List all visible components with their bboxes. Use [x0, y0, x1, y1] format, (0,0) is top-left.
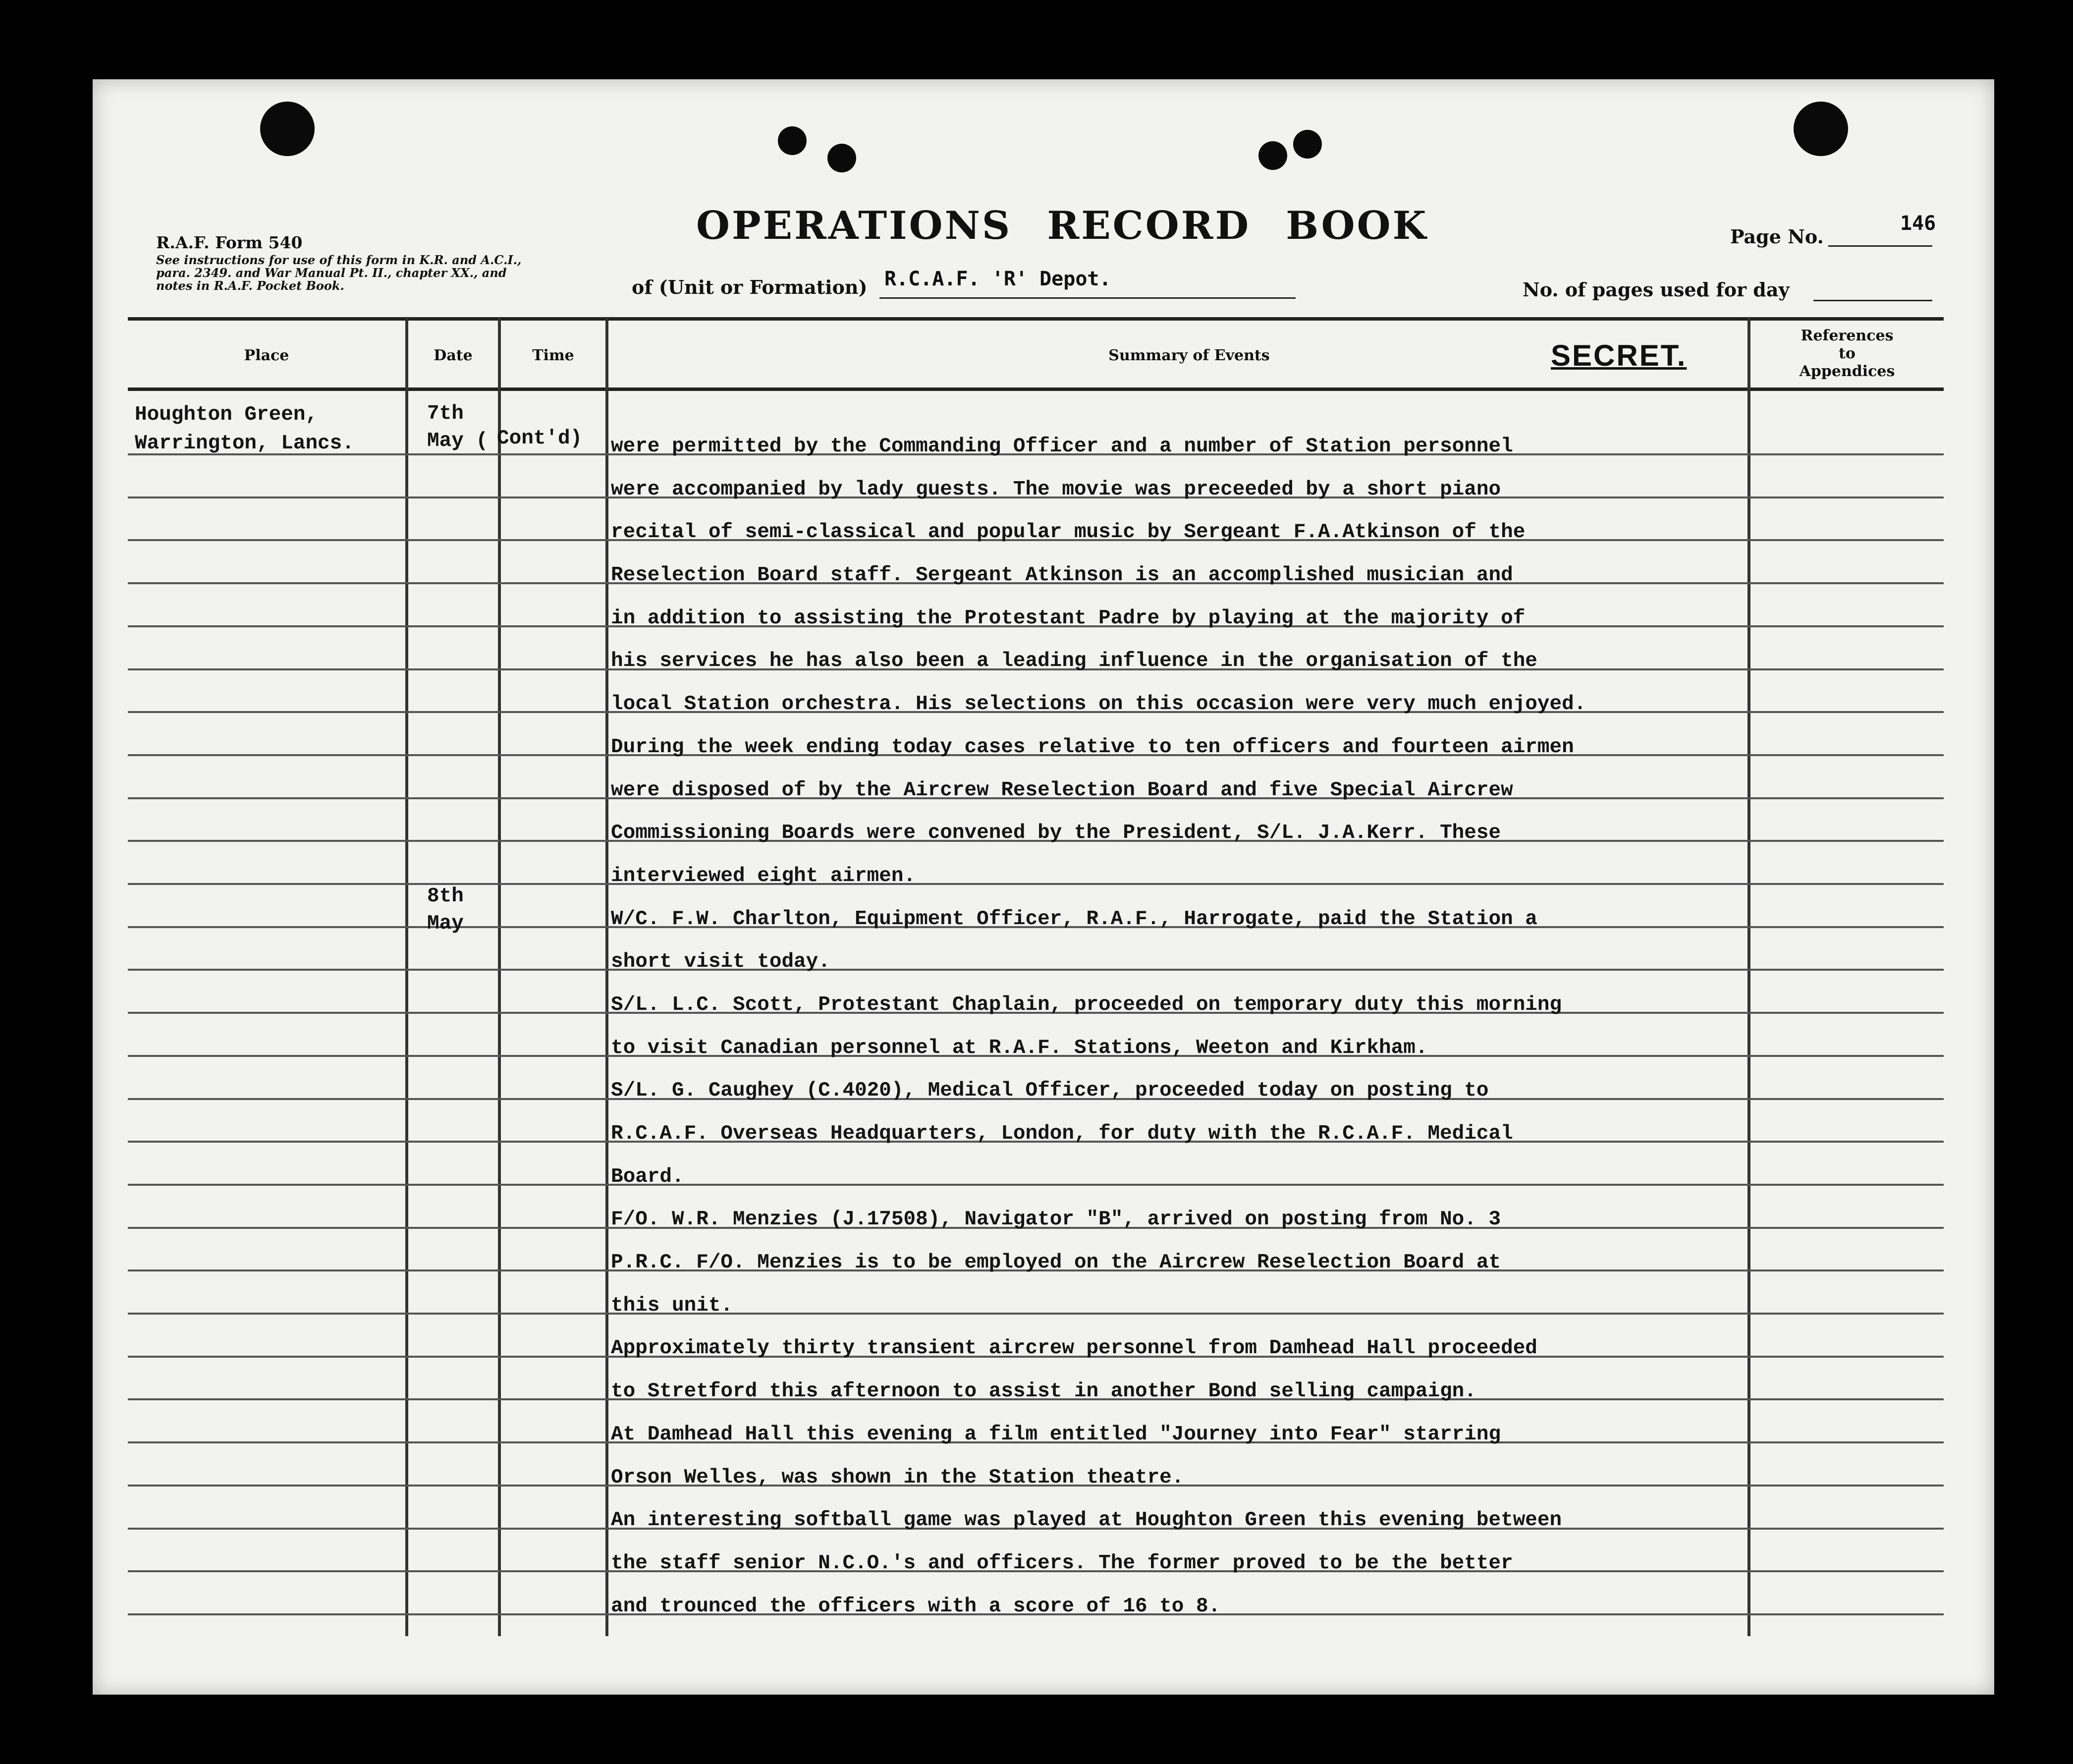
references-label-line: References: [1800, 327, 1894, 344]
column-divider: [498, 318, 501, 1636]
unit-value: R.C.A.F. 'R' Depot.: [884, 268, 1111, 290]
date-cell-7th: [427, 400, 488, 455]
column-header-place: Place: [244, 347, 289, 364]
summary-line: his services he has also been a leading influence in the organisation of the: [611, 650, 1537, 673]
summary-line: were accompanied by lady guests. The movie was preceeded by a short piano: [611, 478, 1501, 501]
summary-line: in addition to assisting the Protestant Padre by playing at the majority of: [611, 606, 1526, 630]
summary-line: At Damhead Hall this evening a film entitled "Journey into Fear" starring: [611, 1423, 1501, 1446]
summary-line: were permitted by the Commanding Officer and a number of Station personnel: [611, 435, 1513, 458]
page-no-value: 146: [1900, 212, 1936, 235]
date-day: 8th: [427, 885, 464, 908]
summary-line: F/O. W.R. Menzies (J.17508), Navigator "B", arrived on posting from No. 3: [611, 1208, 1501, 1231]
unit-underline: [879, 297, 1296, 299]
summary-line: Orson Welles, was shown in the Station theatre.: [611, 1466, 1184, 1489]
summary-line: P.R.C. F/O. Menzies is to be employed on the Aircrew Reselection Board at: [611, 1251, 1501, 1274]
column-header-time: Time: [532, 347, 574, 364]
place-line: Warrington, Lancs.: [135, 432, 354, 455]
summary-line: Commissioning Boards were convened by the President, S/L. J.A.Kerr. These: [611, 822, 1501, 845]
punch-hole: [827, 144, 856, 172]
pages-used-underline: [1813, 300, 1932, 301]
punch-hole: [778, 126, 807, 155]
summary-line: short visit today.: [611, 950, 830, 974]
summary-line: and trounced the officers with a score of 16 to 8.: [611, 1595, 1221, 1618]
form-instructions: See instructions for use of this form in K.R. and A.C.I., para. 2349. and War Manual Pt. II., chapter XX., and notes in R.A.F. Pocket Book.: [156, 253, 522, 293]
summary-line: S/L. L.C. Scott, Protestant Chaplain, proceeded on temporary duty this morning: [611, 993, 1562, 1016]
time-cell: Cont'd): [497, 427, 583, 450]
punch-hole: [1293, 130, 1322, 159]
place-cell: [135, 400, 354, 458]
pages-used-label: No. of pages used for day: [1523, 278, 1790, 301]
punch-hole-left: [260, 102, 315, 156]
summary-line: were disposed of by the Aircrew Reselection Board and five Special Aircrew: [611, 778, 1513, 802]
date-month: May (: [427, 430, 489, 452]
page-no-underline: [1828, 245, 1932, 247]
summary-line: to visit Canadian personnel at R.A.F. Stations, Weeton and Kirkham.: [611, 1036, 1428, 1059]
references-label-line: Appendices: [1799, 363, 1895, 380]
summary-line: the staff senior N.C.O.'s and officers. The former proved to be the better: [611, 1551, 1513, 1575]
summary-line: Approximately thirty transient aircrew personnel from Damhead Hall proceeded: [611, 1337, 1537, 1360]
summary-line: R.C.A.F. Overseas Headquarters, London, for duty with the R.C.A.F. Medical: [611, 1122, 1513, 1145]
column-header-references: [1750, 327, 1944, 381]
column-divider: [605, 318, 608, 1636]
summary-line: recital of semi-classical and popular music by Sergeant F.A.Atkinson of the: [611, 521, 1526, 544]
page-title: OPERATIONS RECORD BOOK: [696, 203, 1428, 248]
summary-line: During the week ending today cases relative to ten officers and fourteen airmen: [611, 735, 1574, 759]
summary-line: local Station orchestra. His selections on this occasion were very much enjoyed.: [611, 693, 1586, 716]
date-month: May: [427, 912, 464, 935]
references-label-line: to: [1839, 345, 1855, 362]
column-header-date: Date: [434, 347, 473, 364]
summary-line: Board.: [611, 1165, 684, 1188]
header-bottom-rule: [128, 387, 1944, 391]
summary-line: Reselection Board staff. Sergeant Atkinson is an accomplished musician and: [611, 564, 1513, 587]
table-top-rule: [128, 317, 1944, 321]
place-line: Houghton Green,: [135, 403, 318, 426]
summary-line: An interesting softball game was played at Houghton Green this evening between: [611, 1509, 1562, 1532]
summary-line: W/C. F.W. Charlton, Equipment Officer, R.A.F., Harrogate, paid the Station a: [611, 907, 1537, 931]
secret-stamp: SECRET.: [1551, 339, 1687, 372]
punch-hole: [1258, 141, 1287, 170]
page-no-label: Page No.: [1730, 225, 1824, 248]
column-divider: [1747, 318, 1750, 1636]
punch-hole-right: [1794, 102, 1848, 156]
summary-of-events: [611, 425, 1586, 1628]
column-divider: [405, 318, 408, 1636]
summary-line: to Stretford this afternoon to assist in another Bond selling campaign.: [611, 1380, 1476, 1403]
unit-label: of (Unit or Formation): [632, 276, 868, 298]
column-header-summary: Summary of Events: [1108, 347, 1270, 364]
date-day: 7th: [427, 402, 464, 425]
date-cell-8th: [427, 883, 464, 937]
form-id: R.A.F. Form 540: [156, 233, 303, 252]
summary-line: this unit.: [611, 1294, 733, 1317]
summary-line: S/L. G. Caughey (C.4020), Medical Officer, proceeded today on posting to: [611, 1079, 1489, 1102]
summary-line: interviewed eight airmen.: [611, 864, 916, 887]
